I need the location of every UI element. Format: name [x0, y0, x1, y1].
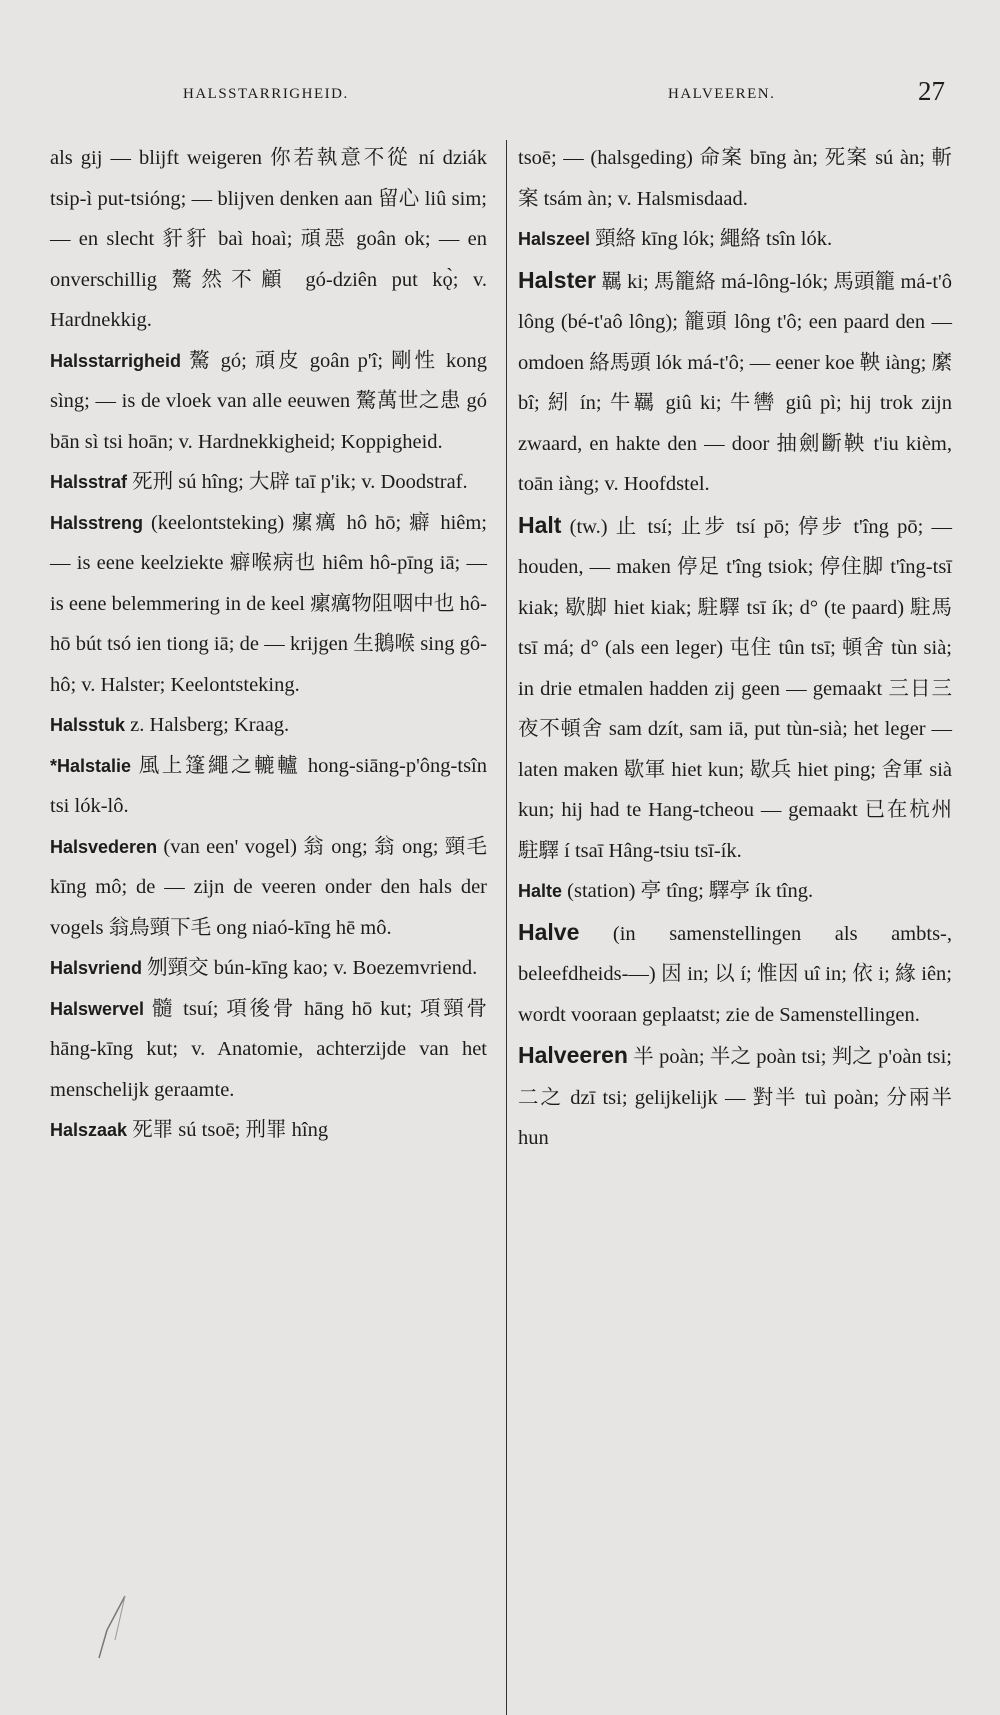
entry-text: 髓 tsuí; 項後骨 hāng hō kut; 項頸骨 hāng-kīng kut; v. Anatomie, achterzijde van het menschelijk geraamte. [50, 997, 488, 1101]
right-column [518, 138, 952, 1159]
entry-halswervel [50, 989, 487, 1111]
entry-text: 半 poàn; 半之 poàn tsi; 判之 p'oàn tsi; 二之 dzī tsi; gelijkelijk — 對半 tuì poàn; 分兩半 hun [518, 1046, 952, 1149]
headword: Halsstreng [50, 512, 144, 533]
headword: Halveeren [518, 1042, 628, 1068]
entry-halsstreng [50, 503, 487, 706]
entry-text: (in samenstellingen als ambts-, beleefdheids-—) 因 in; 以 í; 惟因 uî in; 依 i; 緣 iên; wordt vooraan geplaatst; zie de Samenstellingen. [518, 922, 953, 1026]
entry-text: 羈 ki; 馬籠絡 má-lông-lók; 馬頭籠 má-t'ô lông (bé-t'aô lông); 籠頭 lông t'ô; een paard den — omdoen 絡馬頭 lók má-t'ô; — eener koe 鞅 iàng; 縻 bî; 紖 ín; 牛羈 giû ki; 牛轡 giû pì; hij trok zijn zwaard, en hakte den — door 抽劍斷鞅 t'iu kièm, toān iàng; v. Hoofdstel. [518, 270, 953, 495]
headword: Halt [518, 511, 562, 538]
entry-text: (tw.) 止 tsí; 止步 tsí pō; 停步 t'îng pō; — houden, — maken 停足 t'îng tsiok; 停住脚 t'îng-tsī kiak; 歇脚 hiet kiak; 駐驛 tsī ík; d° (te paard) 駐馬 tsī má; d° (als een leger) 屯住 tûn tsī; 頓舍 tùn sià; in drie etmalen hadden zij geen — gemaakt 三日三夜不頓舍 sam dzít, sam iā, put tùn-sià; het leger — laten maken 歇軍 hiet kun; 歇兵 hiet ping; 舍軍 sià kun; hij had te Hang-tcheou — gemaakt 已在杭州駐驛 í tsaī Hâng-tsiu tsī-ík. [518, 515, 952, 862]
entry-halsstuk [50, 705, 487, 746]
headword: Halve [518, 918, 580, 945]
headword: Halsstraf [50, 472, 128, 492]
entry-halt [518, 505, 952, 872]
entry-text: (station) 亭 tîng; 驛亭 ík tîng. [567, 880, 814, 902]
entry-text: als gij — blijft weigeren 你若執意不從 ní dziák tsip-ì put-tsióng; — blijven denken aan 留心 liû sim; — en slecht 豻豻 baì hoaì; 頑惡 goân ok; — en onverschillig 驁然不顧 gó-dziên put kǫ̀; v. Hardnekkig. [50, 147, 487, 331]
entry-halveeren [518, 1035, 952, 1159]
entry-text: 驁 gó; 頑皮 goân p'î; 剛性 kong sìng; — is de vloek van alle eeuwen 驁萬世之患 gó bān sì tsi hoān; v. Hardnekkigheid; Koppigheid. [50, 349, 487, 453]
entry-continuation [518, 138, 952, 219]
page-number: 27 [918, 76, 945, 106]
entry-halszeel [518, 219, 952, 260]
entry-text: (keelontsteking) 瘰癘 hô hō; 癖 hiêm; — is eene keelziekte 癖喉病也 hiêm hô-pīng iā; — is eene belemmering in de keel 瘰癘物阻咽中也 hô-hō bút tsó ien tiong iā; de — krijgen 生鵝喉 sing gô-hô; v. Halster; Keelontsteking. [50, 511, 488, 696]
entry-halsvriend [50, 948, 487, 989]
entry-halte [518, 871, 952, 912]
left-running-head: HALSSTARRIGHEID. [183, 86, 349, 102]
column-divider [506, 140, 507, 1715]
headword: Halswervel [50, 998, 145, 1019]
headword: Halszaak [50, 1120, 128, 1140]
entry-halsstarrigheid [50, 341, 487, 463]
headword: Halsstarrigheid [50, 350, 182, 371]
entry-text: 死罪 sú tsoē; 刑罪 hîng [132, 1119, 329, 1141]
entry-text: (van een' vogel) 翁 ong; 翁 ong; 頸毛 kīng mô; de — zijn de veeren onder den hals der vogels 翁鳥頸下毛 ong niaó-kīng hē mô. [50, 835, 487, 939]
headword: Halsvederen [50, 836, 158, 857]
entry-text: tsoē; — (halsgeding) 命案 bīng àn; 死案 sú àn; 斬案 tsám àn; v. Halsmisdaad. [518, 147, 952, 210]
entry-halster [518, 260, 952, 505]
headword: Halster [518, 266, 596, 293]
left-column [50, 138, 487, 1151]
entry-text: 風上篷繩之轆轤 hong-siāng-p'ông-tsîn tsi lók-lô. [50, 754, 487, 817]
entry-text: 死刑 sú hîng; 大辟 taī p'ik; v. Doodstraf. [132, 471, 468, 493]
headword: Halte [518, 881, 563, 901]
entry-text: z. Halsberg; Kraag. [130, 714, 290, 736]
entry-text: 頸絡 kīng lók; 繩絡 tsîn lók. [595, 228, 833, 250]
entry-halsvederen [50, 827, 487, 949]
entry-continuation [50, 138, 487, 341]
headword: *Halstalie [50, 755, 132, 776]
headword: Halszeel [518, 229, 591, 249]
entry-halve [518, 912, 952, 1036]
right-running-head: HALVEEREN. [668, 86, 776, 102]
entry-halstalie [50, 746, 487, 827]
pencil-mark-icon [95, 1590, 135, 1660]
entry-text: 刎頸交 bún-kīng kao; v. Boezemvriend. [147, 957, 478, 979]
headword: Halsvriend [50, 958, 143, 978]
entry-halsstraf [50, 462, 487, 503]
entry-halszaak [50, 1110, 487, 1151]
headword: Halsstuk [50, 715, 126, 735]
